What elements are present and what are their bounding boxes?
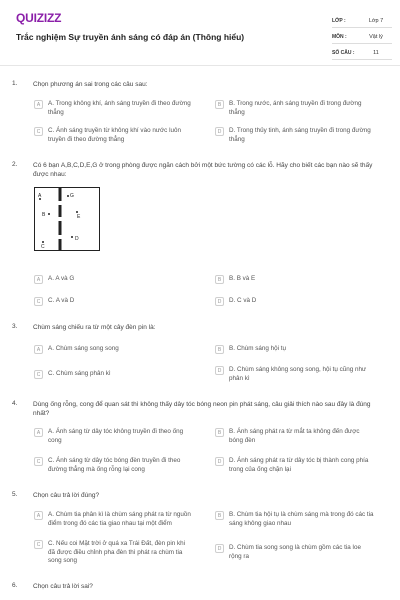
question-text: Có 6 bạn A,B,C,D,E,G ở trong phòng được ngăn cách bởi một bức tường có các lỗ. Hãy cho biết các bạn nào sẽ thấy được nhau: (33, 162, 373, 178)
option-key-box: C (34, 297, 43, 306)
answer-option[interactable] (34, 127, 193, 144)
worksheet-header (0, 0, 400, 62)
meta-count-row (332, 46, 392, 60)
figure-label-a: A (38, 193, 42, 199)
answer-option[interactable] (215, 366, 374, 383)
option-text: D. Chùm tia song song là chùm gồm các tia loe rộng ra (229, 544, 361, 560)
option-text: C. Chùm sáng phân kì (48, 370, 111, 377)
answer-option[interactable] (215, 544, 374, 561)
option-key-box: C (34, 540, 43, 549)
answer-option[interactable] (34, 345, 193, 354)
option-key-box: D (215, 127, 224, 136)
option-text: A. Trong không khí, ánh sáng truyền đi theo đường thẳng (48, 100, 191, 116)
figure-label-b: B (42, 212, 46, 218)
question-number: 4. (12, 400, 18, 407)
option-key-box: A (34, 275, 43, 284)
answer-option[interactable] (34, 275, 193, 284)
answer-option[interactable] (34, 297, 193, 306)
option-key-box: B (215, 428, 224, 437)
option-text: D. C và D (229, 297, 257, 304)
option-text: C. Nếu coi Mặt trời ở quá xa Trái Đất, đèn pin khi đã được điều chỉnh pha đèn thì phát ra chùm tia song song (48, 540, 186, 564)
option-text: A. A và G (48, 275, 75, 282)
option-text: C. Ánh sáng truyền từ không khí vào nước luôn truyền đi theo đường thẳng (48, 127, 181, 143)
meta-subject-row (332, 30, 392, 44)
option-key-box: D (215, 457, 224, 466)
option-text: A. Chùm tia phân kì là chùm sáng phát ra từ nguồn điểm trong đó các tia giao nhau tại một điểm (48, 511, 191, 527)
option-text: C. Ánh sáng từ dây tóc bóng đèn truyền đi theo đường thẳng mà ống rỗng lại cong (48, 457, 181, 473)
meta-subject-label: MÔN : (332, 33, 347, 40)
question-number: 2. (12, 161, 18, 168)
option-text: B. Chùm sáng hội tụ (229, 345, 287, 352)
option-text: D. Trong thủy tinh, ánh sáng truyền đi trong đường thẳng (229, 127, 371, 143)
option-key-box: D (215, 366, 224, 375)
option-key-box: A (34, 345, 43, 354)
answer-option[interactable] (34, 100, 193, 117)
header-divider (0, 65, 400, 66)
option-text: B. Ánh sáng phát ra từ mắt ta không đến được bóng đèn (229, 428, 360, 444)
option-text: A. Chùm sáng song song (48, 345, 119, 352)
question-number: 3. (12, 323, 18, 330)
question-text: Chọn câu trả lời đúng? (33, 492, 100, 499)
option-text: D. Chùm sáng không song song, hội tụ cũng như phân kì (229, 366, 367, 382)
meta-subject-value: Vật lý (369, 33, 383, 40)
option-key-box: A (34, 511, 43, 520)
question-number: 5. (12, 491, 18, 498)
figure-label-c: C (41, 244, 45, 250)
quizizz-logo: QUIZIZZ (16, 11, 62, 25)
meta-class-row (332, 14, 392, 28)
meta-count-label: SỐ CÂU : (332, 49, 355, 56)
option-key-box: B (215, 345, 224, 354)
figure-label-e: E (77, 214, 81, 220)
worksheet-meta (332, 14, 392, 62)
option-text: C. A và D (48, 297, 75, 304)
option-text: B. B và E (229, 275, 256, 282)
question-text: Chọn câu trả lời sai? (33, 583, 93, 590)
option-key-box: C (34, 370, 43, 379)
answer-option[interactable] (215, 100, 374, 117)
worksheet-title: Trắc nghiệm Sự truyền ánh sáng có đáp án (Thông hiểu) (16, 32, 245, 42)
option-key-box: A (34, 428, 43, 437)
option-key-box: D (215, 544, 224, 553)
question-text: Chùm sáng chiếu ra từ một cây đèn pin là: (33, 324, 156, 331)
option-key-box: B (215, 511, 224, 520)
question-text: Dùng ống rỗng, cong để quan sát thì không thấy dây tóc bóng neon pin phát sáng, câu giải thích nào sau đây là đúng nhất? (33, 401, 371, 417)
option-text: A. Ánh sáng từ dây tóc không truyền đi theo ống cong (48, 428, 184, 444)
question-text: Chọn phương án sai trong các câu sau: (33, 81, 148, 88)
question-number: 6. (12, 582, 18, 589)
figure-label-g: G (70, 193, 74, 199)
answer-option[interactable] (215, 428, 374, 445)
option-key-box: C (34, 457, 43, 466)
option-text: D. Ánh sáng phát ra từ dây tóc bị thành cong phía trong của ống chặn lại (229, 457, 369, 473)
answer-option[interactable] (215, 511, 374, 528)
option-text: B. Chùm tia hội tụ là chùm sáng mà trong đó các tia sáng không giao nhau (229, 511, 374, 527)
meta-count-value: 11 (373, 49, 379, 56)
answer-option[interactable] (215, 127, 374, 144)
answer-option[interactable] (215, 275, 374, 284)
answer-option[interactable] (34, 370, 193, 379)
option-key-box: D (215, 297, 224, 306)
figure-label-d: D (75, 236, 79, 242)
option-key-box: C (34, 127, 43, 136)
answer-option[interactable] (215, 297, 374, 306)
room-wall-figure (34, 187, 100, 251)
option-key-box: B (215, 100, 224, 109)
option-key-box: B (215, 275, 224, 284)
answer-option[interactable] (34, 540, 193, 566)
meta-class-value: Lớp 7 (368, 17, 384, 24)
question-number: 1. (12, 80, 18, 87)
option-key-box: A (34, 100, 43, 109)
answer-option[interactable] (215, 345, 374, 354)
answer-option[interactable] (34, 511, 193, 528)
answer-option[interactable] (215, 457, 374, 474)
option-text: B. Trong nước, ánh sáng truyền đi trong đường thẳng (229, 100, 362, 116)
answer-option[interactable] (34, 457, 193, 474)
meta-class-label: LỚP : (332, 17, 346, 24)
answer-option[interactable] (34, 428, 193, 445)
